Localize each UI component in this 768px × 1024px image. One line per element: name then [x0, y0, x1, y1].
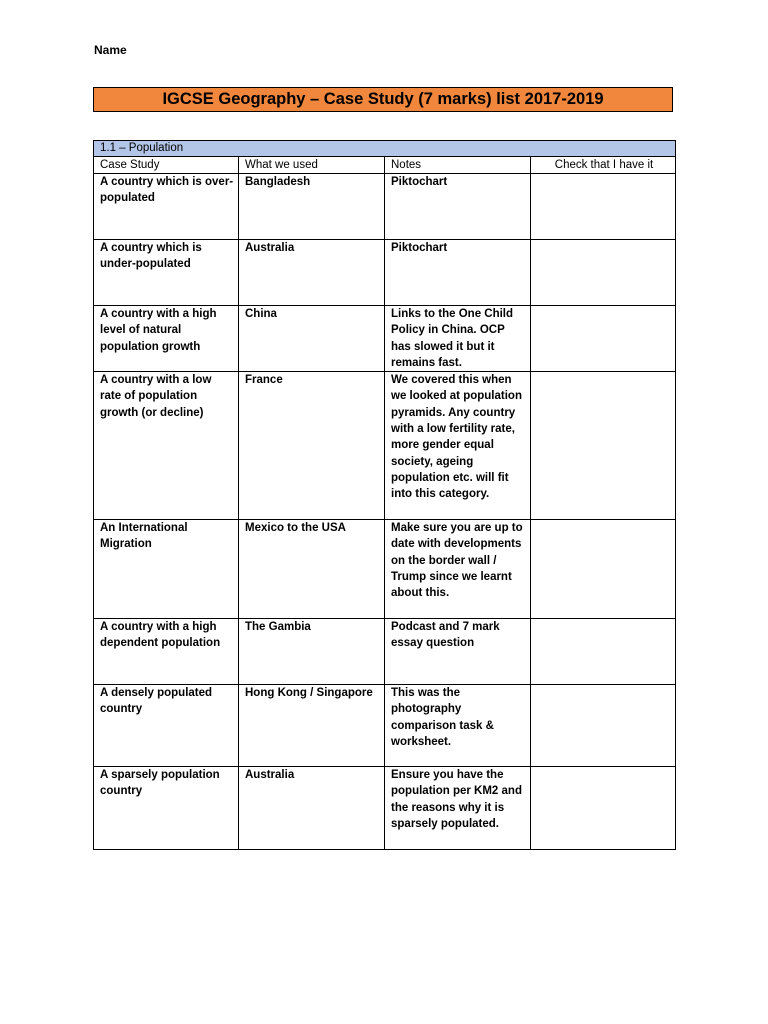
notes-cell: Make sure you are up to date with developments on the border wall / Trump since we learnt about this.	[385, 520, 531, 619]
section-row	[94, 141, 676, 157]
notes-cell: Podcast and 7 mark essay question	[385, 619, 531, 685]
section-heading: 1.1 – Population	[94, 141, 676, 157]
check-cell[interactable]	[531, 372, 676, 520]
case-study-cell: A country which is under-populated	[94, 240, 239, 306]
case-study-table	[93, 140, 676, 850]
what-we-used-cell: Bangladesh	[239, 174, 385, 240]
check-cell[interactable]	[531, 767, 676, 850]
check-cell[interactable]	[531, 240, 676, 306]
check-cell[interactable]	[531, 619, 676, 685]
column-header-check: Check that I have it	[531, 157, 676, 174]
notes-cell: Piktochart	[385, 240, 531, 306]
case-study-cell: A sparsely population country	[94, 767, 239, 850]
table-row	[94, 619, 676, 685]
case-study-cell: A country with a high level of natural population growth	[94, 306, 239, 372]
notes-cell: We covered this when we looked at population pyramids. Any country with a low fertility rate, more gender equal society, ageing population etc. will fit into this category.	[385, 372, 531, 520]
table-row	[94, 685, 676, 767]
notes-cell: Piktochart	[385, 174, 531, 240]
what-we-used-cell: Mexico to the USA	[239, 520, 385, 619]
column-header-what-we-used: What we used	[239, 157, 385, 174]
what-we-used-cell: France	[239, 372, 385, 520]
case-study-cell: A country with a low rate of population growth (or decline)	[94, 372, 239, 520]
case-study-cell: A country with a high dependent population	[94, 619, 239, 685]
name-label: Name	[94, 43, 127, 57]
what-we-used-cell: China	[239, 306, 385, 372]
column-header-case-study: Case Study	[94, 157, 239, 174]
table-row	[94, 174, 676, 240]
notes-cell: Links to the One Child Policy in China. OCP has slowed it but it remains fast.	[385, 306, 531, 372]
what-we-used-cell: Australia	[239, 240, 385, 306]
check-cell[interactable]	[531, 520, 676, 619]
document-title: IGCSE Geography – Case Study (7 marks) list 2017-2019	[93, 87, 673, 112]
what-we-used-cell: The Gambia	[239, 619, 385, 685]
table-row	[94, 306, 676, 372]
column-header-notes: Notes	[385, 157, 531, 174]
notes-cell: This was the photography comparison task & worksheet.	[385, 685, 531, 767]
check-cell[interactable]	[531, 306, 676, 372]
notes-cell: Ensure you have the population per KM2 and the reasons why it is sparsely populated.	[385, 767, 531, 850]
table-row	[94, 767, 676, 850]
table-row	[94, 520, 676, 619]
table-row	[94, 240, 676, 306]
what-we-used-cell: Australia	[239, 767, 385, 850]
what-we-used-cell: Hong Kong / Singapore	[239, 685, 385, 767]
case-study-cell: An International Migration	[94, 520, 239, 619]
table-row	[94, 372, 676, 520]
check-cell[interactable]	[531, 174, 676, 240]
case-study-cell: A country which is over-populated	[94, 174, 239, 240]
header-row	[94, 157, 676, 174]
check-cell[interactable]	[531, 685, 676, 767]
case-study-cell: A densely populated country	[94, 685, 239, 767]
